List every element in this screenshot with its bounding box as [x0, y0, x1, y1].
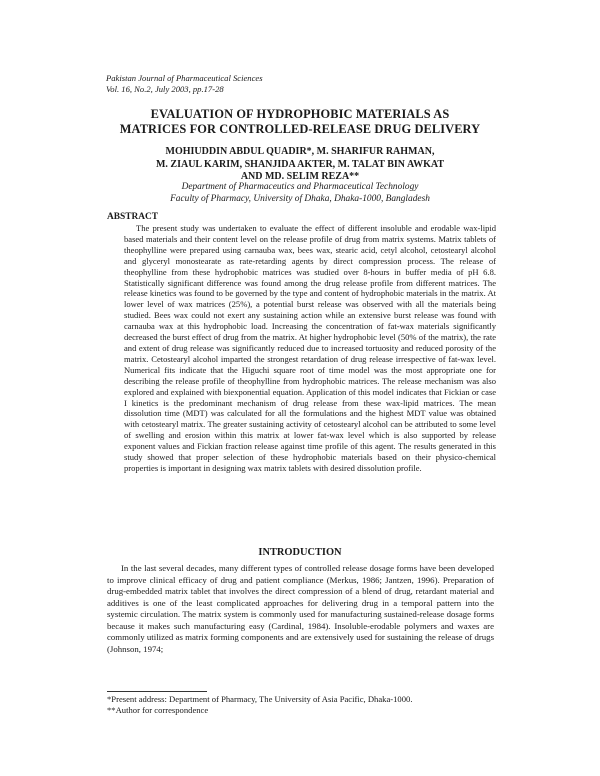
footnote-correspondence: **Author for correspondence [107, 705, 209, 715]
authors-line-2: M. ZIAUL KARIM, SHANJIDA AKTER, M. TALAT BIN AWKAT [155, 158, 444, 170]
title-line-2: MATRICES FOR CONTROLLED-RELEASE DRUG DELIVERY [119, 122, 481, 136]
abstract-heading: ABSTRACT [107, 212, 159, 222]
journal-header [106, 73, 263, 95]
introduction-heading: INTRODUCTION [258, 547, 342, 558]
author-list [60, 146, 540, 184]
affiliation-faculty: Faculty of Pharmacy, University of Dhaka, Dhaka-1000, Bangladesh [170, 193, 430, 204]
abstract-body: The present study was undertaken to evaluate the effect of different insoluble and erodable wax-lipid based materials and their content level on the release profile of drug from matrix systems. Matrix tablets of theophylline were prepared using carnauba wax, bees wax, stearic acid, cetyl alcohol, cetostearyl alcohol and glyceryl monostearate as rate-retarding agents by direct compression process. The release of theophylline from these hydrophobic matrices was studied over 8-hours in buffer media of pH 6.8. Statistically significant difference was found among the drug release profile from different matrices. The release kinetics was found to be governed by the type and content of hydrophobic materials in the matrix. At lower level of wax matrices (25%), a potential burst release was observed with all the materials being studied. Bees wax could not exert any sustaining action while an extensive burst release was found with carnauba wax at this hydrophobic load. Increasing the concentration of fat-wax materials significantly decreased the burst effect of drug from the matrix. At higher hydrophobic level (50% of the matrix), the rate and extent of drug release was significantly reduced due to increased tortuosity and reduced porosity of the matrix. Cetostearyl alcohol imparted the strongest retardation of drug release irrespective of fat-wax level. Numerical fits indicate that the Higuchi square root of time model was the most appropriate one for describing the release profile of theophylline from hydrophobic matrices. The release mechanism was also explored and explained with biexponential equation. Application of this model indicates that Fickian or case I kinetics is the predominant mechanism of drug release from these wax-lipid matrices. The mean dissolution time (MDT) was calculated for all the formulations and the highest MDT value was obtained with cetostearyl matrix. The greater sustaining activity of cetostearyl alcohol can be attributed to some level of swelling and erosion within this matrix at lower fat-wax level which is also supported by release exponent values and Fickian fraction release against time profile of this agent. The results generated in this study showed that proper selection of these hydrophobic materials based on their physico-chemical properties is important in designing wax matrix tablets with desired dissolution profile. [124, 223, 496, 473]
affiliation [60, 182, 540, 205]
introduction-body: In the last several decades, many different types of controlled release dosage forms have been developed to improve clinical efficacy of drug and patient compliance (Merkus, 1986; Jantzen, 1996). Preparation of drug-embedded matrix tablet that involves the direct compression of a blend of drug, retardant material and additives is one of the least complicated approaches for delivering drug in a temporal pattern into the systemic circulation. The matrix system is commonly used for manufacturing sustained-release dosage forms because it makes such manufacturing easy (Cardinal, 1984). Insoluble-erodable polymers and waxes are commonly utilized as matrix forming components and are extensively used for sustaining the release of drugs (Johnson, 1974; [107, 563, 494, 654]
footnote-present-address: *Present address: Department of Pharmacy, The University of Asia Pacific, Dhaka-1000. [107, 694, 413, 704]
affiliation-department: Department of Pharmaceutics and Pharmaceutical Technology [181, 182, 419, 192]
footnotes [107, 694, 494, 716]
paper-title [60, 107, 540, 137]
authors-line-1: MOHIUDDIN ABDUL QUADIR*, M. SHARIFUR RAHMAN, [165, 146, 435, 157]
title-line-1: EVALUATION OF HYDROPHOBIC MATERIALS AS [150, 107, 450, 121]
footnote-divider [107, 691, 207, 692]
journal-issue: Vol. 16, No.2, July 2003, pp.17-28 [106, 84, 224, 94]
journal-name: Pakistan Journal of Pharmaceutical Sciences [106, 73, 263, 83]
authors-line-3: AND MD. SELIM REZA** [240, 171, 360, 182]
